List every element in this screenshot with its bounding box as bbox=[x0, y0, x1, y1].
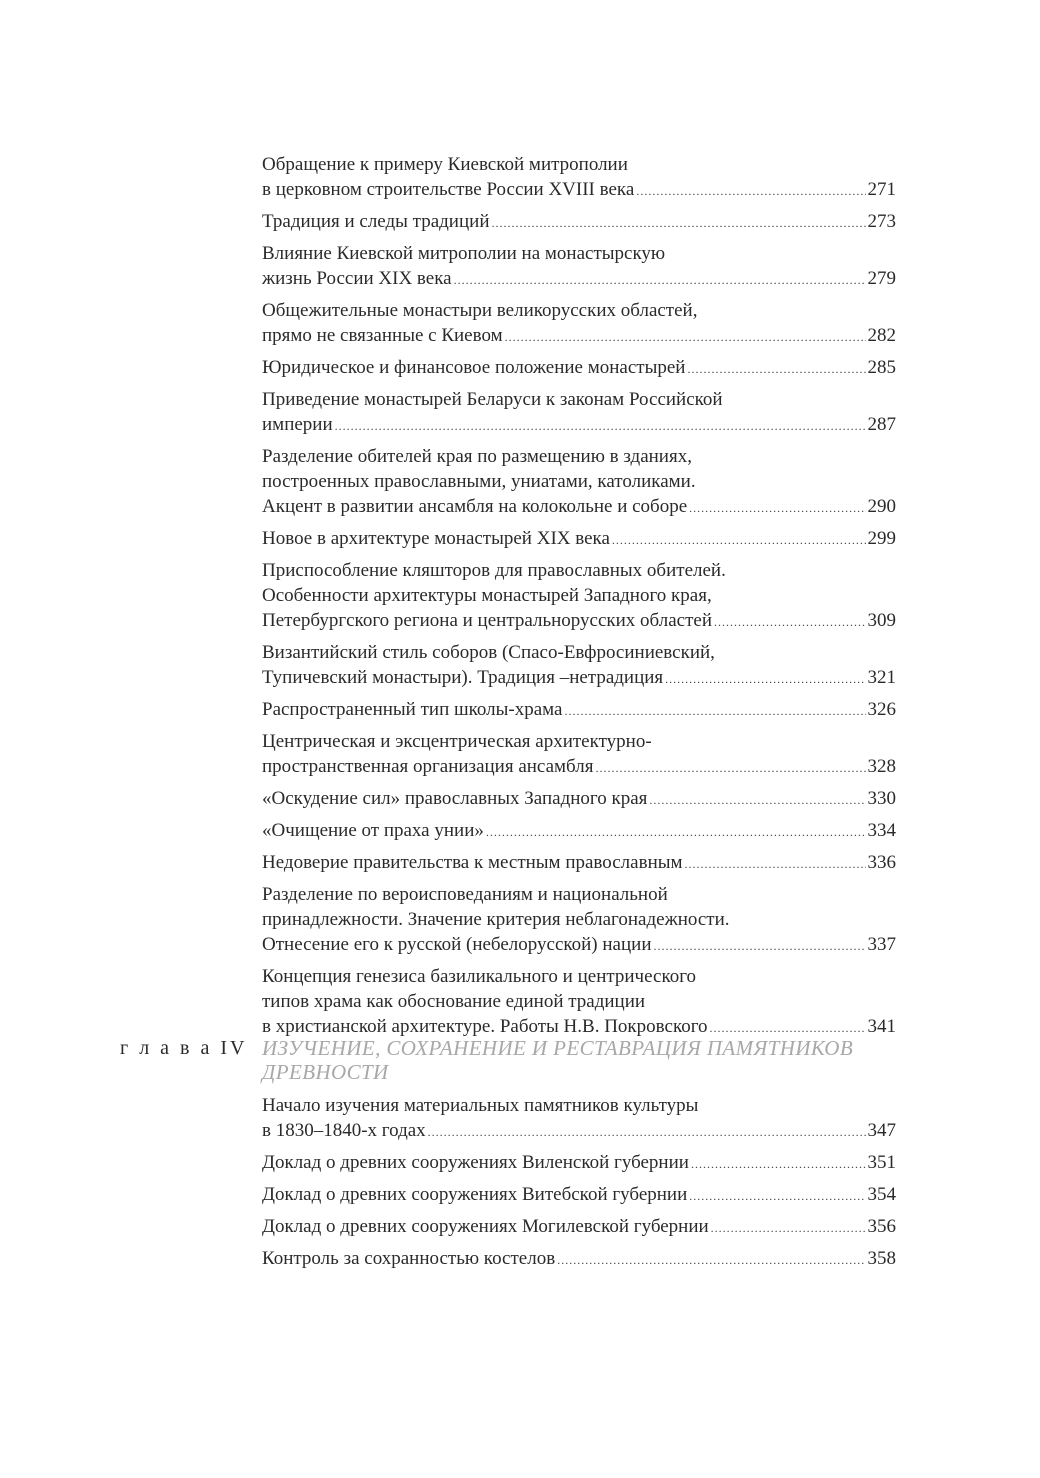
toc-entry-line: в 1830–1840-х годах bbox=[262, 1120, 426, 1141]
dot-leader bbox=[428, 1120, 866, 1145]
page-number: 330 bbox=[867, 788, 896, 809]
page-number: 290 bbox=[867, 496, 896, 517]
page-number: 282 bbox=[867, 325, 896, 346]
dot-leader bbox=[714, 610, 866, 635]
toc-entry[interactable] bbox=[262, 526, 896, 553]
page-number: 279 bbox=[867, 268, 896, 289]
dot-leader bbox=[505, 325, 866, 350]
toc-entry-line: Разделение по вероисповеданиям и национальной bbox=[262, 884, 668, 905]
page-number: 326 bbox=[867, 699, 896, 720]
dot-leader bbox=[557, 1248, 865, 1273]
toc-entry[interactable] bbox=[262, 1093, 896, 1145]
toc-entry-line: Начало изучения материальных памятников культуры bbox=[262, 1095, 699, 1116]
toc-entry-line: Юридическое и финансовое положение монастырей bbox=[262, 357, 686, 378]
toc-entry-line: Обращение к примеру Киевской митрополии bbox=[262, 154, 628, 175]
page-number: 336 bbox=[867, 852, 896, 873]
toc-entry[interactable] bbox=[262, 786, 896, 813]
toc-entry-line: Приспособление кляшторов для православных обителей. bbox=[262, 560, 726, 581]
page-number: 321 bbox=[867, 667, 896, 688]
dot-leader bbox=[665, 667, 865, 692]
toc-entry-line: Акцент в развитии ансамбля на колокольне и соборе bbox=[262, 496, 688, 517]
dot-leader bbox=[564, 699, 865, 724]
toc-entry[interactable] bbox=[262, 298, 896, 350]
toc-entry-line: Доклад о древних сооружениях Могилевской губернии bbox=[262, 1216, 709, 1237]
toc-entry-line: Распространенный тип школы-храма bbox=[262, 699, 563, 720]
toc-entry[interactable] bbox=[262, 640, 896, 692]
toc-entry[interactable] bbox=[262, 850, 896, 877]
dot-leader bbox=[711, 1216, 866, 1241]
toc-entry[interactable] bbox=[262, 818, 896, 845]
page-number: 341 bbox=[867, 1016, 896, 1037]
toc-entry[interactable] bbox=[262, 1214, 896, 1241]
dot-leader bbox=[654, 934, 866, 959]
toc-entry-line: Новое в архитектуре монастырей XIX века bbox=[262, 528, 610, 549]
toc-entry-line: Особенности архитектуры монастырей Западного края, bbox=[262, 585, 712, 606]
page-number: 328 bbox=[867, 756, 896, 777]
toc-entry-line: Общежительные монастыри великорусских областей, bbox=[262, 300, 698, 321]
page-number: 287 bbox=[867, 414, 896, 435]
dot-leader bbox=[486, 820, 866, 845]
dot-leader bbox=[491, 211, 865, 236]
toc-section-list bbox=[262, 152, 896, 1046]
toc-entry[interactable] bbox=[262, 964, 896, 1041]
toc-entry-line: Недоверие правительства к местным православным bbox=[262, 852, 683, 873]
toc-entry-line: пространственная организация ансамбля bbox=[262, 756, 594, 777]
page-number: 351 bbox=[867, 1152, 896, 1173]
toc-entry-line: жизнь России XIX века bbox=[262, 268, 452, 289]
toc-entry-line: принадлежности. Значение критерия неблагонадежности. bbox=[262, 909, 730, 930]
toc-entry-line: построенных православными, униатами, католиками. bbox=[262, 471, 696, 492]
toc-entry[interactable] bbox=[262, 387, 896, 439]
dot-leader bbox=[595, 756, 865, 781]
dot-leader bbox=[689, 496, 865, 521]
toc-chapter-list bbox=[262, 1093, 896, 1278]
dot-leader bbox=[612, 528, 866, 553]
page-number: 334 bbox=[867, 820, 896, 841]
page-number: 358 bbox=[867, 1248, 896, 1269]
toc-entry[interactable] bbox=[262, 444, 896, 521]
toc-entry-line: Контроль за сохранностью костелов bbox=[262, 1248, 556, 1269]
toc-entry[interactable] bbox=[262, 1246, 896, 1273]
toc-entry[interactable] bbox=[262, 209, 896, 236]
dot-leader bbox=[335, 414, 866, 439]
page-number: 285 bbox=[867, 357, 896, 378]
toc-entry-line: Петербургского региона и центральнорусских областей bbox=[262, 610, 712, 631]
page-number: 337 bbox=[867, 934, 896, 955]
toc-entry[interactable] bbox=[262, 697, 896, 724]
page-number: 356 bbox=[867, 1216, 896, 1237]
chapter-title-line: ИЗУЧЕНИЕ, СОХРАНЕНИЕ И РЕСТАВРАЦИЯ ПАМЯТНИКОВ bbox=[262, 1036, 854, 1060]
toc-entry[interactable] bbox=[262, 152, 896, 204]
toc-entry-line: Центрическая и эксцентрическая архитектурно- bbox=[262, 731, 652, 752]
page-number: 309 bbox=[867, 610, 896, 631]
toc-entry-line: «Оскудение сил» православных Западного края bbox=[262, 788, 648, 809]
page-number: 354 bbox=[867, 1184, 896, 1205]
dot-leader bbox=[689, 1184, 865, 1209]
toc-entry-line: Концепция генезиса базиликального и центрического bbox=[262, 966, 697, 987]
toc-entry-line: Разделение обителей края по размещению в зданиях, bbox=[262, 446, 692, 467]
page-number: 271 bbox=[867, 179, 896, 200]
toc-entry[interactable] bbox=[262, 241, 896, 293]
toc-entry-line: Влияние Киевской митрополии на монастырскую bbox=[262, 243, 666, 264]
toc-entry[interactable] bbox=[262, 558, 896, 635]
dot-leader bbox=[685, 852, 866, 877]
toc-entry-line: империи bbox=[262, 414, 333, 435]
toc-entry-line: «Очищение от праха унии» bbox=[262, 820, 484, 841]
chapter-title-line: ДРЕВНОСТИ bbox=[262, 1060, 389, 1084]
toc-entry[interactable] bbox=[262, 729, 896, 781]
chapter-label: г л а в а IV bbox=[120, 1037, 248, 1059]
dot-leader bbox=[649, 788, 865, 813]
toc-entry-line: Византийский стиль соборов (Спасо-Евфросиниевский, bbox=[262, 642, 715, 663]
chapter-title bbox=[262, 1036, 902, 1084]
toc-entry-line: в христианской архитектуре. Работы Н.В. Покровского bbox=[262, 1016, 708, 1037]
toc-entry-line: Приведение монастырей Беларуси к законам Российской bbox=[262, 389, 723, 410]
dot-leader bbox=[687, 357, 865, 382]
toc-entry[interactable] bbox=[262, 1150, 896, 1177]
page-number: 273 bbox=[867, 211, 896, 232]
toc-entry[interactable] bbox=[262, 1182, 896, 1209]
toc-entry-line: Доклад о древних сооружениях Витебской губернии bbox=[262, 1184, 688, 1205]
toc-entry-line: Традиция и следы традиций bbox=[262, 211, 490, 232]
page-number: 347 bbox=[867, 1120, 896, 1141]
toc-entry-line: прямо не связанные с Киевом bbox=[262, 325, 503, 346]
toc-entry-line: Тупичевский монастыри). Традиция –нетрадиция bbox=[262, 667, 664, 688]
toc-entry[interactable] bbox=[262, 882, 896, 959]
dot-leader bbox=[636, 179, 865, 204]
toc-entry-line: Отнесение его к русской (небелорусской) нации bbox=[262, 934, 652, 955]
toc-entry-line: в церковном строительстве России XVIII века bbox=[262, 179, 635, 200]
dot-leader bbox=[454, 268, 866, 293]
page-number: 299 bbox=[867, 528, 896, 549]
toc-entry-line: Доклад о древних сооружениях Виленской губернии bbox=[262, 1152, 689, 1173]
dot-leader bbox=[691, 1152, 866, 1177]
toc-entry-line: типов храма как обоснование единой традиции bbox=[262, 991, 646, 1012]
toc-entry[interactable] bbox=[262, 355, 896, 382]
